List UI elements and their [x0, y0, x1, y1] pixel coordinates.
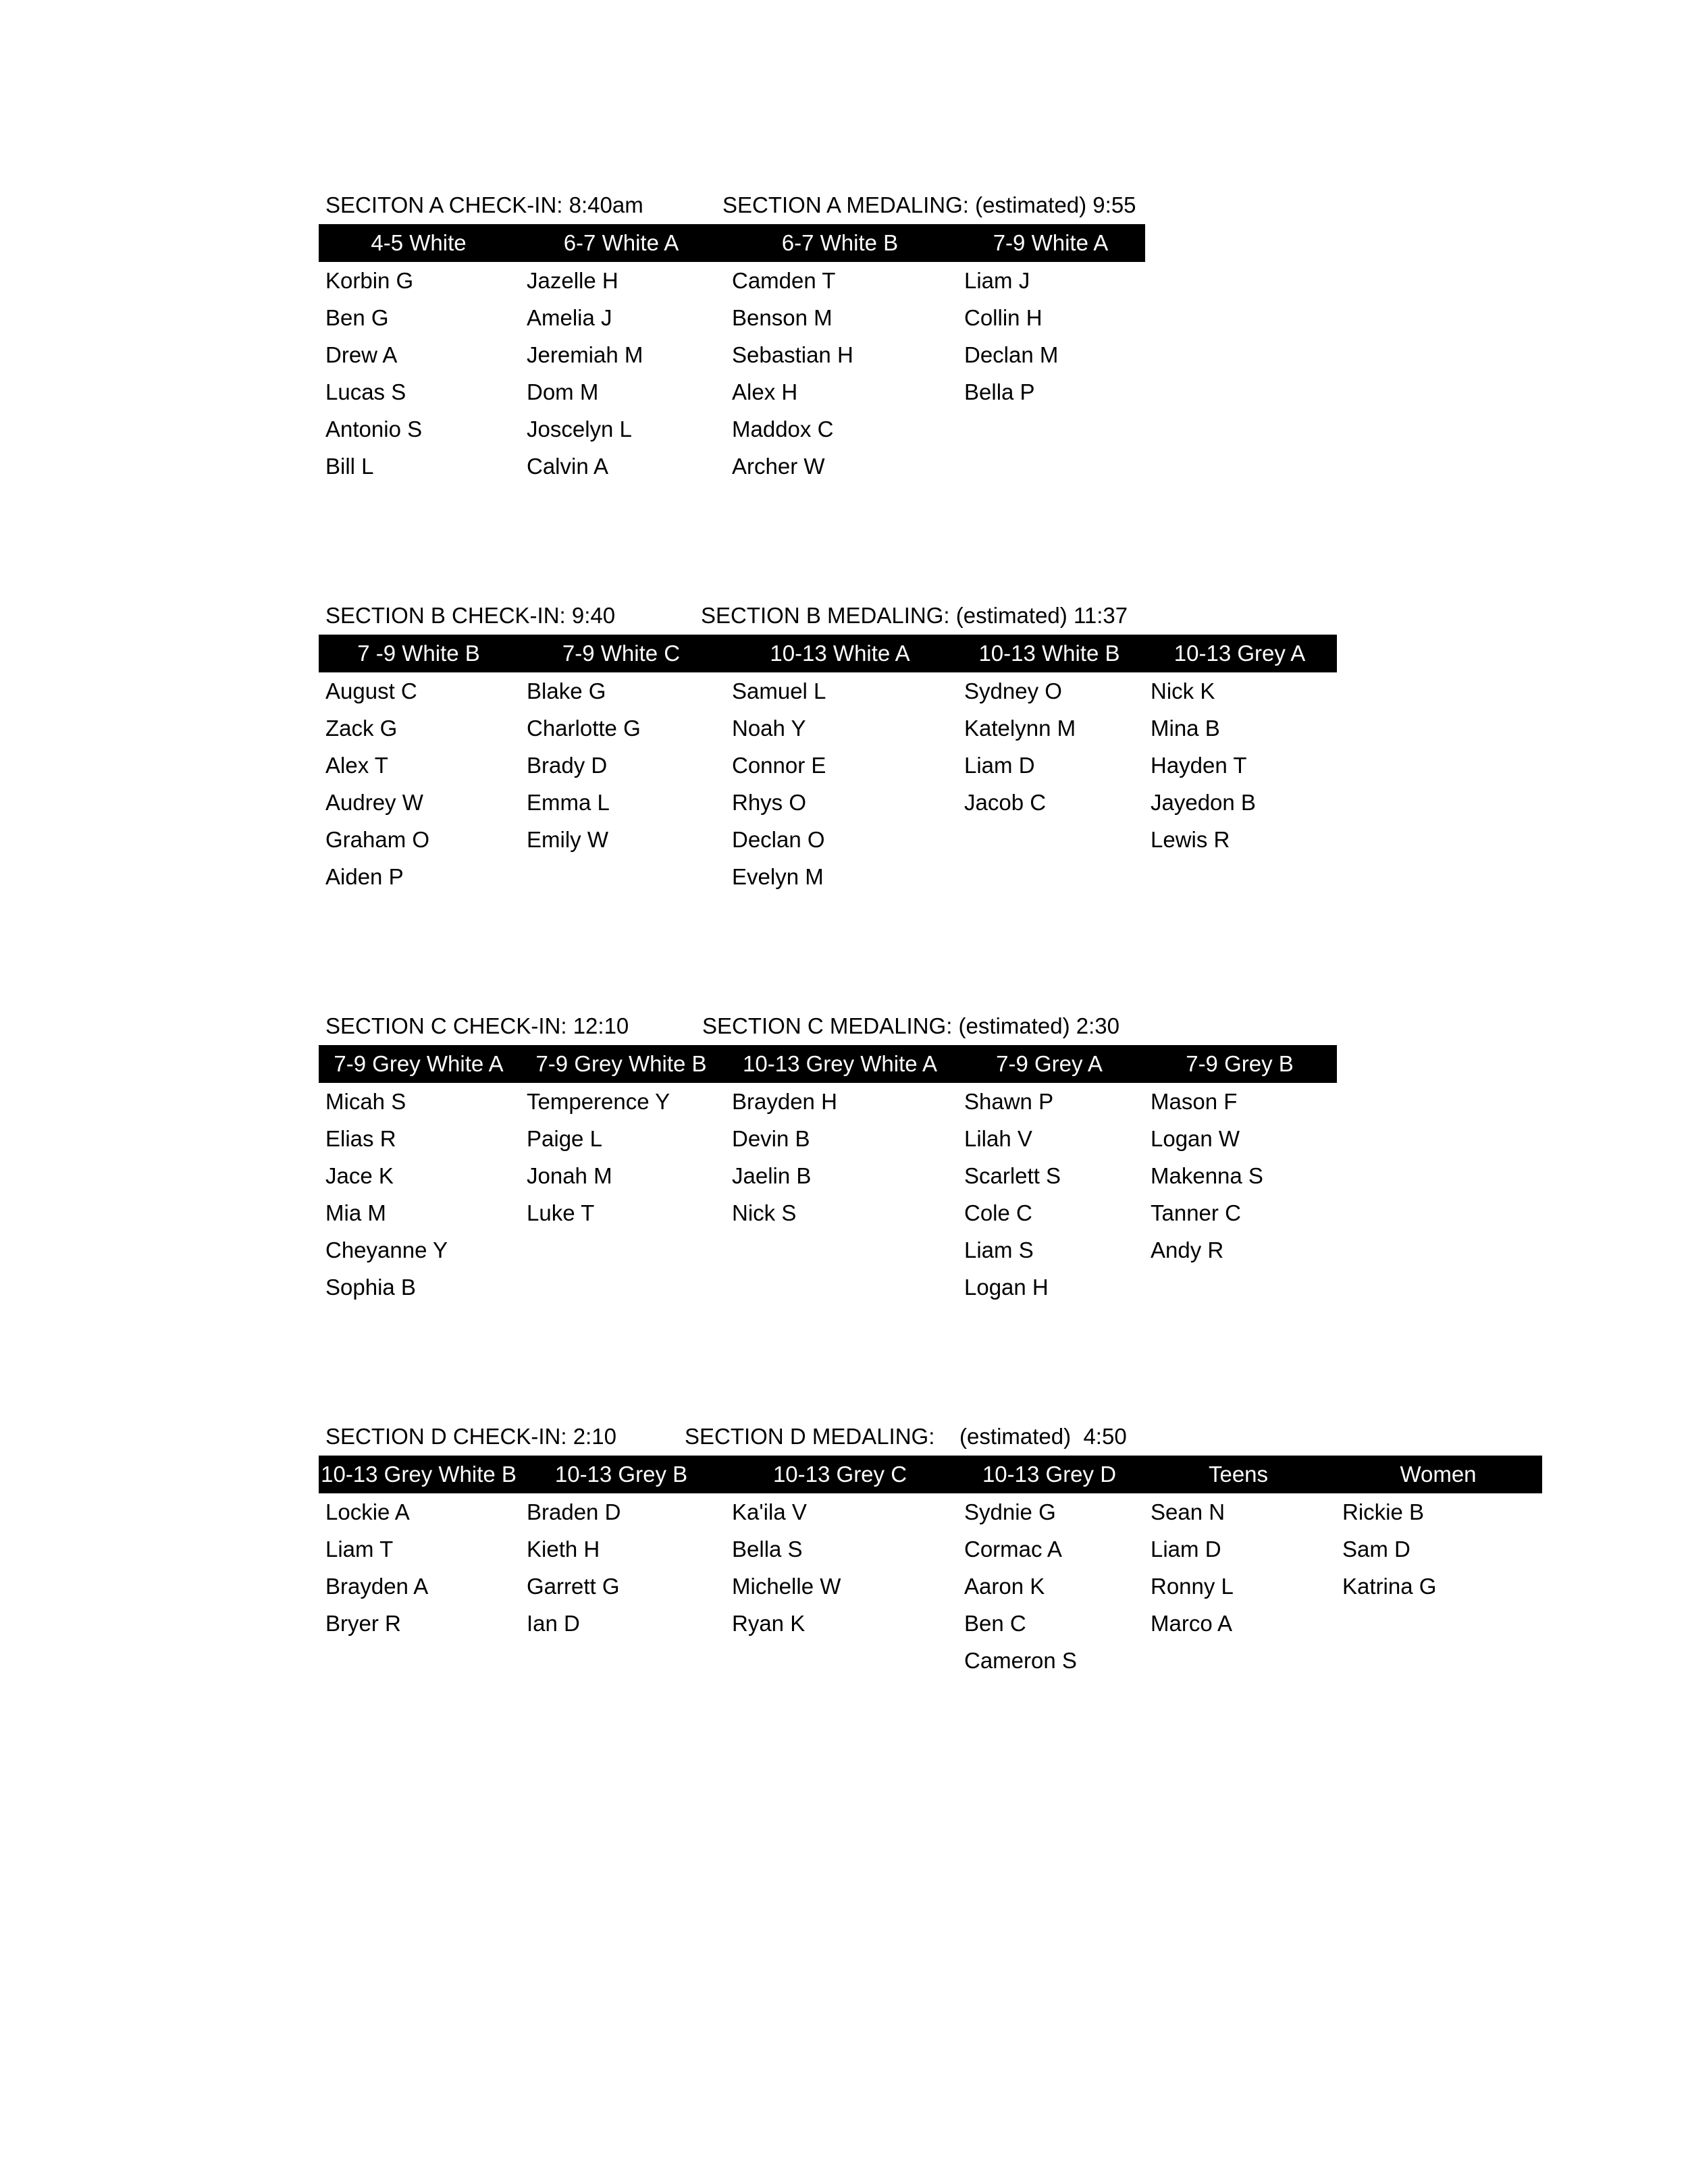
list-item: Maddox C: [732, 417, 834, 442]
group-header: 10-13 White A: [770, 641, 910, 666]
list-item: Temperence Y: [527, 1089, 670, 1114]
list-item: Scarlett S: [964, 1163, 1061, 1188]
section-c: [319, 1007, 1337, 1300]
list-item: Lockie A: [325, 1499, 410, 1524]
group-header: 10-13 Grey B: [554, 1462, 688, 1487]
list-item: Ben G: [325, 305, 389, 330]
group-column: [527, 672, 641, 858]
list-item: Liam D: [1151, 1537, 1221, 1562]
list-item: Nick S: [732, 1200, 797, 1225]
list-item: Bill L: [325, 454, 374, 479]
list-item: Zack G: [325, 716, 398, 741]
list-item: Sophia B: [325, 1275, 416, 1300]
list-item: Tanner C: [1151, 1200, 1241, 1225]
section-c-title-row: [319, 1007, 1337, 1045]
list-item: Braden D: [527, 1499, 621, 1524]
group-column: [732, 262, 853, 485]
list-item: Cormac A: [964, 1537, 1062, 1562]
list-item: Logan H: [964, 1275, 1049, 1300]
list-item: Hayden T: [1151, 753, 1247, 778]
group-header: 4-5 White: [371, 230, 467, 255]
section-d-header-bar: [319, 1456, 1542, 1493]
list-item: Dom M: [527, 379, 599, 404]
list-item: Ka'ila V: [732, 1499, 807, 1524]
list-item: Ronny L: [1151, 1574, 1234, 1599]
section-a: [319, 186, 1145, 479]
list-item: Lewis R: [1151, 827, 1230, 852]
list-item: Katrina G: [1342, 1574, 1437, 1599]
section-a-header-bar: [319, 224, 1145, 262]
list-item: Samuel L: [732, 678, 826, 703]
section-c-checkin: SECTION C CHECK-IN: 12:10: [325, 1013, 629, 1038]
section-b-header-bar: [319, 635, 1337, 672]
list-item: Bryer R: [325, 1611, 401, 1636]
list-item: Marco A: [1151, 1611, 1233, 1636]
group-column: [325, 262, 422, 485]
list-item: Evelyn M: [732, 864, 824, 889]
section-d: [319, 1418, 1542, 1673]
list-item: Brayden A: [325, 1574, 429, 1599]
list-item: Liam J: [964, 268, 1030, 293]
list-item: Devin B: [732, 1126, 810, 1151]
list-item: Archer W: [732, 454, 825, 479]
group-header: 7-9 White C: [562, 641, 681, 666]
group-column: [964, 262, 1058, 410]
group-header: 7-9 Grey B: [1186, 1051, 1294, 1076]
list-item: Micah S: [325, 1089, 406, 1114]
list-item: Mason F: [1151, 1089, 1238, 1114]
group-column: [527, 262, 643, 485]
group-column: [527, 1083, 670, 1231]
list-item: Shawn P: [964, 1089, 1054, 1114]
list-item: Jazelle H: [527, 268, 618, 293]
list-item: Graham O: [325, 827, 430, 852]
list-item: Lucas S: [325, 379, 406, 404]
group-header: 7-9 Grey A: [996, 1051, 1103, 1076]
list-item: Jace K: [325, 1163, 394, 1188]
group-header: 7 -9 White B: [357, 641, 480, 666]
list-item: Andy R: [1151, 1237, 1224, 1262]
list-item: Logan W: [1151, 1126, 1240, 1151]
list-item: Rickie B: [1342, 1499, 1425, 1524]
list-item: Blake G: [527, 678, 606, 703]
list-item: Kieth H: [527, 1537, 600, 1562]
list-item: Camden T: [732, 268, 836, 293]
list-item: Antonio S: [325, 417, 423, 442]
list-item: Connor E: [732, 753, 826, 778]
section-c-medaling: SECTION C MEDALING: (estimated) 2:30: [702, 1013, 1119, 1038]
list-item: Jaelin B: [732, 1163, 812, 1188]
list-item: Jeremiah M: [527, 342, 643, 367]
group-header: 10-13 Grey A: [1173, 641, 1306, 666]
group-column: [1342, 1493, 1436, 1605]
group-column: [964, 1083, 1061, 1306]
group-header: 7-9 Grey White B: [535, 1051, 707, 1076]
list-item: Jayedon B: [1151, 790, 1256, 815]
list-item: Audrey W: [325, 790, 423, 815]
list-item: Cameron S: [964, 1648, 1077, 1673]
section-d-title-row: [319, 1418, 1542, 1456]
group-header: Teens: [1208, 1462, 1269, 1487]
list-item: Ryan K: [732, 1611, 806, 1636]
list-item: Amelia J: [527, 305, 612, 330]
group-header: 10-13 Grey C: [772, 1462, 907, 1487]
group-column: [732, 1083, 837, 1231]
list-item: Luke T: [527, 1200, 595, 1225]
group-column: [527, 1493, 621, 1642]
group-column: [325, 1083, 448, 1306]
section-a-checkin: SECITON A CHECK-IN: 8:40am: [325, 192, 643, 217]
list-item: Bella S: [732, 1537, 803, 1562]
group-column: [325, 1493, 428, 1642]
list-item: Korbin G: [325, 268, 414, 293]
group-column: [1151, 1493, 1234, 1642]
group-header: 10-13 White B: [978, 641, 1120, 666]
list-item: Aiden P: [325, 864, 404, 889]
list-item: Calvin A: [527, 454, 609, 479]
list-item: Sebastian H: [732, 342, 853, 367]
list-item: August C: [325, 678, 417, 703]
list-item: Alex T: [325, 753, 388, 778]
list-item: Alex H: [732, 379, 798, 404]
list-item: Ben C: [964, 1611, 1026, 1636]
list-item: Joscelyn L: [527, 417, 632, 442]
list-item: Collin H: [964, 305, 1043, 330]
list-item: Cole C: [964, 1200, 1032, 1225]
group-header: 10-13 Grey D: [982, 1462, 1117, 1487]
list-item: Mina B: [1151, 716, 1220, 741]
list-item: Lilah V: [964, 1126, 1032, 1151]
list-item: Charlotte G: [527, 716, 641, 741]
list-item: Makenna S: [1151, 1163, 1263, 1188]
list-item: Benson M: [732, 305, 833, 330]
section-b-title-row: [319, 597, 1337, 635]
group-header: 7-9 White A: [993, 230, 1109, 255]
group-column: [964, 672, 1076, 821]
group-column: [1151, 1083, 1263, 1269]
group-header: 6-7 White B: [781, 230, 899, 255]
list-item: Jonah M: [527, 1163, 612, 1188]
list-item: Liam T: [325, 1537, 394, 1562]
list-item: Liam S: [964, 1237, 1034, 1262]
list-item: Rhys O: [732, 790, 807, 815]
group-column: [964, 1493, 1077, 1679]
group-column: [1151, 672, 1256, 858]
section-a-medaling: SECTION A MEDALING: (estimated) 9:55: [722, 192, 1136, 217]
list-item: Sean N: [1151, 1499, 1225, 1524]
list-item: Cheyanne Y: [325, 1237, 448, 1262]
list-item: Noah Y: [732, 716, 806, 741]
list-item: Declan M: [964, 342, 1059, 367]
group-header: 10-13 Grey White B: [321, 1462, 517, 1487]
list-item: Elias R: [325, 1126, 396, 1151]
list-item: Paige L: [527, 1126, 602, 1151]
list-item: Emily W: [527, 827, 608, 852]
list-item: Drew A: [325, 342, 398, 367]
list-item: Ian D: [527, 1611, 580, 1636]
group-header: 10-13 Grey White A: [743, 1051, 937, 1076]
section-c-header-bar: [319, 1045, 1337, 1083]
group-header: Women: [1400, 1462, 1477, 1487]
group-header: 6-7 White A: [563, 230, 679, 255]
list-item: Mia M: [325, 1200, 386, 1225]
section-d-medaling: SECTION D MEDALING: (estimated) 4:50: [685, 1424, 1127, 1449]
section-d-checkin: SECTION D CHECK-IN: 2:10: [325, 1424, 616, 1449]
list-item: Garrett G: [527, 1574, 620, 1599]
list-item: Declan O: [732, 827, 825, 852]
list-item: Liam D: [964, 753, 1035, 778]
group-column: [732, 672, 826, 895]
section-b-checkin: SECTION B CHECK-IN: 9:40: [325, 603, 616, 628]
group-header: 7-9 Grey White A: [334, 1051, 504, 1076]
group-column: [732, 1493, 841, 1642]
list-item: Brayden H: [732, 1089, 837, 1114]
list-item: Jacob C: [964, 790, 1047, 815]
section-a-title-row: [319, 186, 1145, 224]
list-item: Bella P: [964, 379, 1035, 404]
list-item: Sydney O: [964, 678, 1062, 703]
list-item: Aaron K: [964, 1574, 1045, 1599]
list-item: Nick K: [1151, 678, 1215, 703]
list-item: Katelynn M: [964, 716, 1076, 741]
section-b-medaling: SECTION B MEDALING: (estimated) 11:37: [701, 603, 1128, 628]
list-item: Michelle W: [732, 1574, 841, 1599]
list-item: Brady D: [527, 753, 608, 778]
list-item: Emma L: [527, 790, 610, 815]
list-item: Sydnie G: [964, 1499, 1056, 1524]
group-column: [325, 672, 429, 895]
section-b: [319, 597, 1337, 889]
list-item: Sam D: [1342, 1537, 1410, 1562]
